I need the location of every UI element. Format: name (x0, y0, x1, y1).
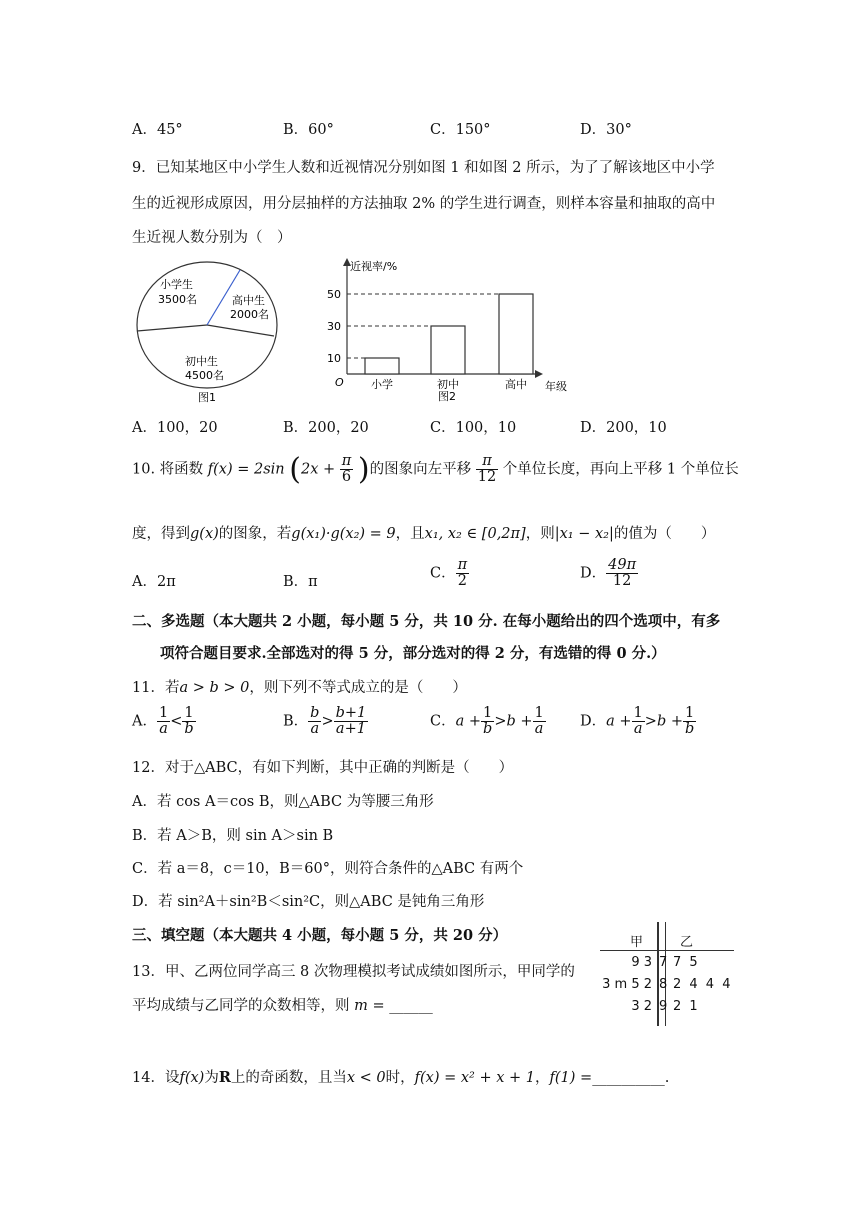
y-tick-label-0: 10 (327, 352, 341, 365)
stem-leaf-head-left: 甲 (630, 935, 644, 950)
q11-option-b: B． $\frac{b}{a}$ > $\frac{b+1}{a+1}$ (283, 705, 367, 738)
q8-option-c: C．150° (430, 122, 491, 138)
stem-leaf-stem-row1: 7 (659, 955, 668, 970)
pie-caption: 图1 (198, 391, 216, 404)
section2-heading-line1: 二、多选题（本大题共 2 小题，每小题 5 分，共 10 分. 在每小题给出的四个选项中，有多 (132, 613, 721, 630)
q10-option-a: A．2π (132, 574, 176, 590)
section3-heading: 三、填空题（本大题共 4 小题，每小题 5 分，共 20 分） (132, 927, 508, 944)
bar-1 (431, 326, 465, 374)
bar-caption: 图2 (438, 390, 456, 403)
stem-leaf-plot (600, 922, 740, 1026)
q8-option-a: A．45° (132, 122, 183, 138)
pie-label-junior: 初中生 (185, 355, 218, 368)
q10-line2: 度，得到g(x)的图象，若g(x₁)·g(x₂) = 9，且x₁, x₂ ∈ [0,2π]，则|x₁ − x₂|的值为（ ） (132, 526, 716, 542)
pie-value-junior: 4500名 (185, 369, 224, 382)
bar-chart-figure2 (325, 256, 585, 406)
stem-leaf-left-row3: 3 2 (631, 999, 652, 1014)
q9-option-c: C．100，10 (430, 420, 517, 436)
y-tick-label-2: 50 (327, 288, 341, 301)
pie-label-primary: 小学生 (160, 278, 193, 291)
x-category-label-1: 初中 (437, 378, 459, 391)
q10-line1: 10. 将函数 f(x) = 2sin (2x + $\frac{\pi}{6}$ )的图象向左平移 $\frac{\pi}{12}$ 个单位长度，再向上平移 1 个单位长 (132, 452, 739, 487)
q11-option-d: D．a + $\frac{1}{a}$ >b + $\frac{1}{b}$ (580, 705, 695, 738)
q8-option-b: B．60° (283, 122, 334, 138)
q12-option-b: B．若 A＞B，则 sin A＞sin B (132, 828, 334, 844)
q11-stem: 11．若a > b > 0，则下列不等式成立的是（ ） (132, 680, 467, 696)
stem-leaf-right-row2: 2 4 4 4 (673, 977, 733, 992)
q12-option-a: A．若 cos A＝cos B，则△ABC 为等腰三角形 (132, 794, 434, 810)
q11-option-a: A． $\frac{1}{a}$ < $\frac{1}{b}$ (132, 705, 194, 738)
q9-option-a: A．100，20 (132, 420, 218, 436)
q11-option-c: C．a + $\frac{1}{b}$ >b + $\frac{1}{a}$ (430, 705, 544, 738)
y-tick-label-1: 30 (327, 320, 341, 333)
q8-option-d: D．30° (580, 122, 632, 138)
q12-option-c: C．若 a＝8，c＝10，B＝60°，则符合条件的△ABC 有两个 (132, 861, 524, 877)
x-axis-arrow (535, 370, 543, 378)
pie-chart-figure1 (130, 258, 300, 408)
stem-leaf-stem-row3: 9 (659, 999, 668, 1014)
q9-stem-line3: 生近视人数分别为（ ） (132, 230, 292, 246)
bar-2 (499, 294, 533, 374)
q10-option-d: D． $\frac{49\pi}{12}$ (580, 557, 637, 590)
pie-value-senior: 2000名 (230, 308, 269, 321)
q13-line2: 平均成绩与乙同学的众数相等，则 m = ______ (132, 998, 433, 1014)
x-category-label-0: 小学 (371, 378, 393, 391)
y-axis-label: 近视率/% (350, 260, 398, 273)
stem-leaf-head-right: 乙 (680, 935, 694, 950)
stem-leaf-right-row1: 7 5 (673, 955, 700, 970)
q14-line: 14．设f(x)为R上的奇函数，且当x < 0时，f(x) = x² + x + 1，f(1) =__________. (132, 1069, 670, 1086)
stem-leaf-left-row1: 9 3 (631, 955, 652, 970)
q10-option-c: C． $\frac{\pi}{2}$ (430, 557, 468, 590)
q9-stem-line2: 生的近视形成原因，用分层抽样的方法抽取 2% 的学生进行调查，则样本容量和抽取的高中 (132, 196, 716, 212)
q12-option-d: D．若 sin²A＋sin²B＜sin²C，则△ABC 是钝角三角形 (132, 894, 485, 910)
pie-value-primary: 3500名 (158, 293, 197, 306)
q9-option-b: B．200，20 (283, 420, 369, 436)
origin-label: O (335, 376, 344, 389)
x-category-label-2: 高中 (505, 378, 527, 391)
pie-label-senior: 高中生 (232, 294, 265, 307)
q12-stem: 12．对于△ABC，有如下判断，其中正确的判断是（ ） (132, 760, 514, 776)
stem-leaf-left-row2: 3 m 5 2 (602, 977, 652, 992)
bar-0 (365, 358, 399, 374)
q9-stem-line1: 9．已知某地区中小学生人数和近视情况分别如图 1 和如图 2 所示，为了了解该地区中小学 (132, 160, 715, 176)
x-axis-label: 年级 (545, 380, 567, 393)
q13-line1: 13．甲、乙两位同学高三 8 次物理模拟考试成绩如图所示，甲同学的 (132, 964, 575, 980)
q9-option-d: D．200，10 (580, 420, 667, 436)
pie-divider-primary-junior (137, 325, 207, 331)
q10-option-b: B．π (283, 574, 318, 590)
stem-leaf-stem-row2: 8 (659, 977, 668, 992)
section2-heading-line2: 项符合题目要求.全部选对的得 5 分，部分选对的得 2 分，有选错的得 0 分.） (160, 645, 666, 662)
pie-divider-junior-senior (207, 325, 274, 336)
stem-leaf-right-row3: 2 1 (673, 999, 700, 1014)
